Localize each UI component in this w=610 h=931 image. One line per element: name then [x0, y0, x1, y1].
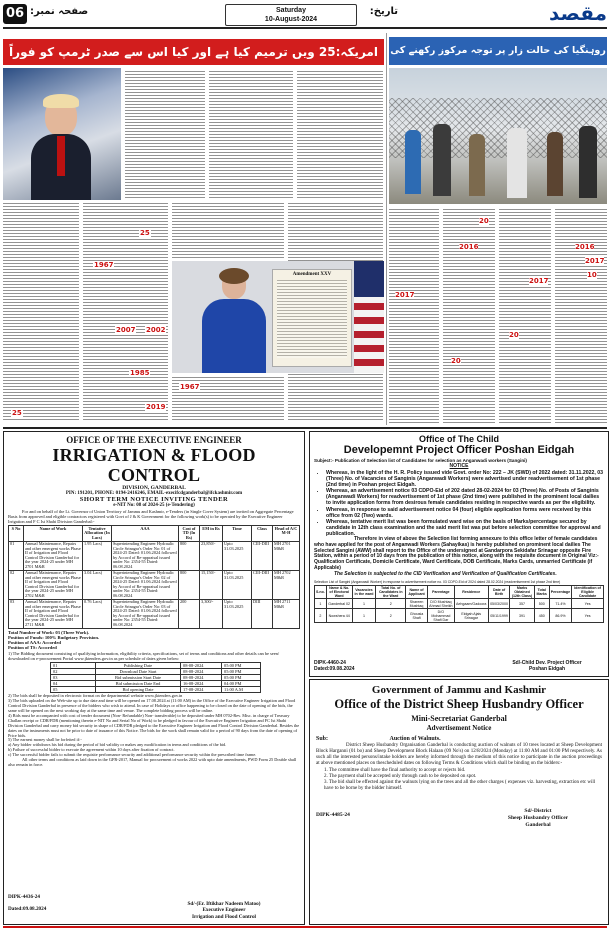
irr-notice-title: SHORT TERM NOTICE INVITING TENDER: [79, 496, 229, 503]
sheep-footer-left: DIPK-4485-24: [316, 812, 350, 818]
irr-meta-line: Position of TS: Accorded: [8, 645, 57, 651]
date-value: 10-August-2024: [264, 16, 318, 23]
irr-note: All other terms and conditions as laid down in the GFR-2017, Manual for procurement of works 2022 with upto date amendments, PWD Form 25 Double shall also remain in force.: [8, 757, 297, 767]
irr-note: 5) The earnest money shall be forfeited if:-: [8, 737, 82, 743]
highlight-num: 2016: [459, 243, 479, 251]
irr-contact: PIN: 191201, PHONE: 0194-2416246, EMAIL-execifcdganderbal@ifckashmir.com: [65, 491, 243, 496]
child-signature: [492, 660, 602, 672]
irr-cell-work: Annual Maintenance, Repairs and other emergent works Phase II of Irrigation and Flood Control Division Ganderbal for the year 2024-25 under MH 2701 M&R: [25, 541, 81, 569]
child-cell: 71.4%: [549, 599, 571, 609]
irr-cell-sno: 02: [9, 570, 24, 599]
irr-col-alloc: Tentative Allocation (In Lacs): [84, 525, 110, 540]
irr-cell-cost: 800: [179, 541, 200, 570]
child-office: Office of The Child: [419, 434, 499, 444]
child-bullet: • Whereas, an advertisement notice 03 CDPO-Eid of 202 dated 28-02-2024 for 03 (Three) No. of Posts of Sanginis (Anganwadi Workers) for readvertisement of 1st phase (2nd time) were published in the prominent local dailies to invite application forms from desirous female candidates residing in respective wards as per the eligibility.: [326, 488, 604, 506]
irr-col-sno: S No: [9, 526, 24, 542]
article-right-col2: [443, 209, 495, 423]
sched-no: 03: [51, 675, 96, 681]
irr-dipk: DIPK-4436-24: [8, 894, 40, 900]
irr-signature: [164, 901, 284, 920]
child-footer-date: Dated:09.08.2024: [314, 666, 355, 672]
child-cell: 1: [315, 599, 327, 609]
child-para2: The Selection is subjected to the CID Verification and Verification of Qualification Certificates.: [334, 570, 557, 577]
sheep-signature: [478, 808, 598, 829]
sheep-title: Office of the District Sheep Husbandry Officer: [334, 697, 584, 711]
irr-col-cost: Cost of TD (In Rs): [179, 526, 200, 542]
sched-time: 05:00 PM: [222, 663, 261, 669]
highlight-num: 20: [451, 357, 461, 365]
irr-note: c) The successful bidder fails to submit the requisite performance security and additional performance security within the prescribed time frame.: [8, 752, 257, 758]
irr-footer-left: [8, 894, 46, 912]
sheep-term: 1. The committee shall have the final authority to accept or rejects bid.: [324, 768, 466, 773]
article-left-col6: [172, 203, 284, 258]
highlight-num: 2017: [585, 257, 605, 265]
irr-cell-aaa: Superintending Engineer Hydraulic Circle Srinagar's Order No: 03 of 2024-25 Dated: 01.06.2024 followed by Accord of Re-appraisal issued under No: 2354-55 Dated: 06.08.2024: [113, 599, 177, 627]
irr-nit: e-NIT No: 08 of 2024-25 (e-Tendering): [113, 503, 195, 508]
child-dipk: DIPK-4460-24: [314, 660, 346, 666]
child-col: Name of Applicant: [406, 585, 428, 599]
sched-event: Bid opening Date: [96, 687, 181, 693]
irr-note: 2) The bids shall be deposited in electronic format on the departmental website www.jktenders.gov.in: [8, 693, 183, 699]
irr-schedule-table: [50, 662, 261, 693]
irr-col-work: Name of Work: [24, 526, 83, 542]
sheep-subject-line: [316, 736, 602, 742]
date-label: تاریخ:: [369, 6, 398, 17]
table-row: [315, 609, 604, 623]
irr-cell-class: CIII-DIII: [252, 570, 273, 599]
sheep-sign-name: Sd/-District: [524, 808, 552, 814]
child-cell: 450: [534, 609, 549, 623]
child-col: Identification of Eligible Candidate: [572, 585, 604, 599]
sheep-sign-title1: Sheep Husbandry Officer: [507, 815, 569, 821]
highlight-num: 25: [12, 409, 22, 417]
irr-cell-head: MH 2702 M&R: [273, 570, 300, 599]
page-number-badge: 06: [3, 4, 27, 24]
irr-cell-cost: 800: [179, 570, 200, 599]
child-notice: NOTICE: [449, 463, 469, 469]
date-day: Saturday: [276, 7, 306, 14]
article-left: [3, 31, 384, 425]
child-bullet: • Whereas, in the light of the H. R. Policy issued vide Govt. order No: 222 – JK (SWD) of 2022 dated: 31.11.2022, 03 (Three) No. of Vacancies of Sanginis (Anganwadi Workers) were advertised under readvertisement of 1st phase (2nd time) in Poshan project Eidgah.: [326, 470, 604, 488]
child-bullet: • Whereas, in response to said advertisement notice 04 (four) eligible application forms were received by this office from 02 (Two) wards.: [326, 507, 604, 519]
irr-table-header: [9, 526, 300, 542]
sheep-sign-title2: Ganderbal: [525, 822, 551, 828]
child-cell: 1: [352, 599, 376, 609]
child-col: Residence: [454, 585, 488, 599]
irr-tender-table: [8, 525, 300, 629]
article-left-title: امریکہ:25 ویں ترمیم کیا ہے اور کیا اس سے صدر ٹرمپ کو فوراً جا: [3, 39, 384, 65]
amendment-heading: Amendment XXV: [292, 272, 332, 277]
sched-date: 08-08-2024: [181, 669, 222, 675]
sheep-subject-label: Sub:: [316, 736, 329, 742]
irr-col-class: Class: [252, 526, 273, 542]
sched-no: 05: [51, 687, 96, 693]
irr-meta-line: Position of Funds: 100% Budgetary Provision.: [8, 634, 100, 640]
irr-division: DIVISION, GANDERBAL: [122, 485, 186, 491]
sheep-sub1: Mini-Secretariat Ganderbal: [411, 714, 507, 723]
person-5: [547, 132, 563, 196]
irr-cell-time: Upto 31.03.2025: [223, 599, 252, 628]
masthead-rule: [3, 27, 607, 29]
child-cell: Shareen Mushtaq: [406, 599, 428, 609]
highlight-num: 20: [479, 217, 489, 225]
article-left-col3: [297, 71, 383, 199]
sched-no: 02: [51, 669, 96, 675]
irr-footer-date: Dated:09.08.2024: [8, 906, 47, 912]
child-cell: Ghousia Shafi: [406, 609, 428, 623]
table-row: [51, 687, 261, 693]
sched-date: 17-08-2024: [181, 687, 222, 693]
child-cell: 05/11/1999: [488, 609, 510, 623]
sched-date: 08-08-2024: [181, 675, 222, 681]
trump-figure: [31, 98, 91, 200]
child-cell: Ganderbal 02: [326, 599, 352, 609]
article-right-col3: [499, 209, 551, 423]
child-cell: 500: [534, 599, 549, 609]
irr-cell-class: CIII-DIII: [252, 541, 273, 570]
irr-schedule-wrap: [50, 662, 304, 693]
irr-title: IRRIGATION & FLOOD CONTROL: [52, 445, 256, 485]
child-col: Date of Birth: [488, 585, 510, 599]
irr-cell-work: Annual Maintenance, Repairs and other emergent works Phase II of Irrigation and Flood Control Division Ganderbal for the year 2024-25 under MH 2711 M&R: [25, 599, 81, 627]
highlight-num: 10: [587, 271, 597, 279]
irr-cell-sno: 01: [9, 541, 24, 570]
highlight-num: 2017: [529, 277, 549, 285]
child-table-wrap: [314, 585, 604, 623]
child-cell: Aehgaam/Gadoora: [454, 599, 488, 609]
sched-time: 05:00 PM: [222, 675, 261, 681]
irr-note: b) Failure of successful bidder to execute the agreement within 10 days after fixation of contract.: [8, 747, 175, 753]
child-para: Therefore in view of above the Selection list forming annexure to this office letter of female candidates who have applied for the post of Anganwadi Workers (Sahayikas) is hereby published on prominent local dailies The Selected Sangini (AWW) shall report to the Office of the undersigned at Gandarpora Sekidafar Srinagar opposite Fire Station, within a period of 10 days from the publication of this notice, along with the requisite document in Original Viz:- Qualification Certificate, Domicile Certificate, Ward Certificate, DOB Certificate, Marks Cards, unmarried Certificate (if Applicable): [314, 536, 599, 572]
article-left-col4: [3, 203, 79, 421]
person-4: [507, 128, 527, 198]
section-rule: [3, 427, 607, 429]
child-table-header: [315, 585, 604, 599]
irr-table-wrap: [8, 525, 300, 629]
irr-cell-aaa: Superintending Engineer Hydraulic Circle Srinagar's Order No: 01 of 2024-25 Dated: 01.06.2024 followed by Accord of Re-appraisal issued under No: 2354-55 Dated: 06.08.2024: [113, 541, 177, 569]
sched-event: Bid submission Date End: [96, 681, 181, 687]
child-col: Marks Obtained (12th Class): [511, 586, 533, 598]
highlight-num: 2016: [575, 243, 595, 251]
child-bullet: • Whereas, tentative merit list was been formulated ward wise on the basis of Marks/percentage secured by candidate in 12th class examination and the said merit list was put before selection committee for approval and publication.: [326, 519, 604, 537]
irr-cell-work: Annual Maintenance, Repairs and other emergent works Phase II of Irrigation and Flood Control Division Ganderbal for the year 2024-25 under MH 2702 M&R: [25, 570, 81, 598]
highlight-num: 20: [509, 331, 519, 339]
ad-irrigation: [3, 431, 305, 925]
irr-note1: 1) The Bidding document consisting of qualifying information, eligibility criteria, specifications, set of terms and conditions and other details can be seen/ downloaded on e-procurement Portal www.jktenders.gov.in as per schedule of dates given below:: [8, 651, 280, 662]
irr-col-em: EM in Rs: [200, 526, 223, 542]
irr-meta-line: Position of AAA: Accorded: [8, 639, 61, 645]
sheep-term: 3. The bid shall be effected against the walnuts lying on the trees and all the other charges ( expenses viz. harvesting, extraction etc will have to be borne by the bidder himself.: [324, 780, 596, 791]
trump-photo: [3, 68, 121, 200]
child-bullets: [326, 470, 604, 537]
irr-cell-alloc: 3.04 Lacs): [83, 570, 112, 599]
table-row: [9, 570, 300, 599]
flag-canton: [354, 261, 384, 297]
article-right-col4: [555, 209, 607, 423]
ad-sheep-husbandry: [309, 679, 609, 925]
highlight-num: 2007: [116, 326, 136, 334]
irr-cell-class: DIII: [252, 599, 273, 628]
sheep-sub2: Advertisement Notice: [426, 724, 492, 732]
child-cell: D/O Mohammad Shafi Dar: [428, 609, 455, 623]
irr-cell-head: MH 2711 M&R: [273, 599, 300, 628]
child-table-caption: Selection List of Sangini (Anganwadi Worker) in response to advertisement notice no. 03 CDPO-Eid of 2024 dated 28.02.2024 (readvertisement 1st phase 2nd time): [314, 579, 561, 584]
irr-intro: For and on behalf of the Lt. Governor of Union Territory of Jammu and Kashmir, e-Tenders (in Single Cover System) are invited on Aggregate Percentage Basis from approved and eligible contractors registered with Govt of J & K Government for the following work(s) to be operated by the Executive Engineer Irrigation and F C Ist Shahi Division Ganderbal:-: [8, 509, 294, 524]
sheep-body: District Sheep Husbandry Organisation Ganderbal is conducting auction of walnuts of 10 trees located at Sheep Development Block Harganni (01 bo) and Sheep Development Block Halaan (09 No's) on 12/8/2024 (Monday) at 11:00 AM and 01:00 PM respectively. As such all the interested persons/intake holders are hereby informed through the medium of this notice to participate in the auction proceedings at above mentioned places on thescheduled dates on following Terms & Conditions which shall be binding on the bidders:-: [316, 743, 602, 766]
amendment-text: [277, 280, 347, 358]
child-cell: 05/03/2000: [488, 599, 510, 609]
sched-date: 16-08-2024: [181, 681, 222, 687]
child-cell: 2: [315, 609, 327, 623]
irr-col-head: Head of A/C M-H: [273, 526, 300, 542]
irr-cell-time: Upto 31.03.2025: [223, 541, 252, 570]
table-row: [315, 599, 604, 609]
irr-col-aaa: AAA: [112, 526, 179, 542]
date-box: [225, 4, 357, 26]
masthead-bar: [3, 1, 607, 26]
child-footer-left: [314, 660, 355, 672]
highlight-num: 1967: [94, 261, 114, 269]
highlight-num: 25: [140, 229, 150, 237]
child-cell: 2: [376, 609, 406, 623]
sched-event: Bid submission Start Date: [96, 675, 181, 681]
irr-cell-head: MH 2701 M&R: [273, 541, 300, 570]
article-left-col5: [83, 203, 168, 421]
irr-sign-name: Sd/-(Er. Iftikhar Nadeem Matoo): [187, 900, 261, 907]
amendment-photo: [172, 261, 384, 373]
person-1: [405, 130, 421, 194]
child-cell: 86.9%: [549, 609, 571, 623]
sched-time: 04:00 PM: [222, 681, 261, 687]
child-col: Percentage: [549, 585, 571, 599]
ad-child-development: [309, 431, 609, 677]
irr-cell-cost: 200: [179, 599, 200, 628]
sheep-term: 2. The payment shall be accepted only through cash to be deposited on spot.: [324, 774, 477, 779]
child-sign-name: Sd/-Child Dev. Project Officer: [512, 660, 582, 666]
speaker-figure: [202, 271, 266, 373]
child-col: Parentage: [428, 585, 455, 599]
child-col: Name & No. of Electoral Ward: [326, 585, 352, 599]
highlight-num: 1985: [130, 369, 150, 377]
irr-cell-alloc: 0.76 Lacs): [83, 599, 112, 628]
irr-cell-time: Upto 31.03.2025: [223, 570, 252, 599]
irr-cell-em: 23,850/-: [200, 541, 223, 570]
sched-time: 05:00 PM: [222, 669, 261, 675]
child-cell: Eidgah Ajais Srinagar: [454, 609, 488, 623]
amendment-board: [272, 269, 352, 367]
table-row: [9, 599, 300, 628]
child-title: Developemnt Project Officer Poshan Eidgah: [343, 444, 575, 456]
sched-time: 11:00 A.M: [222, 687, 261, 693]
article-right-col1: [389, 209, 439, 423]
article-left-col1: [125, 71, 205, 199]
child-cell: Yes: [572, 599, 604, 609]
highlight-num: 2002: [146, 326, 166, 334]
irr-cell-aaa: Superintending Engineer Hydraulic Circle Srinagar's Order No: 02 of 2024-25 Dated: 01.06.2024 followed by Accord of Re-appraisal issued under No: 2354-55 Dated: 06.08.2024: [113, 570, 177, 598]
page-bottom-rule: [3, 926, 607, 928]
person-2: [433, 124, 451, 196]
child-col: Total No. of Candidates in the Ward: [376, 585, 406, 599]
irr-cell-em: 15,150/-: [200, 570, 223, 599]
child-col: Total Marks: [534, 585, 549, 599]
sheep-subject: Auction of Walnuts.: [389, 736, 441, 742]
child-col: Vacancies in the ward: [352, 585, 376, 599]
child-cell: D/O Mushtaq Ahmad Sheikh: [429, 599, 453, 608]
irr-notes: [8, 694, 300, 768]
child-cell: 2: [376, 599, 406, 609]
irr-sign-title2: Irrigation and Flood Control: [191, 913, 257, 920]
child-col: S.no.: [315, 585, 327, 599]
irr-col-time: Time: [223, 526, 252, 542]
rohingya-photo: [389, 68, 607, 204]
child-cell: Nowshera 44: [326, 609, 352, 623]
irr-sign-title1: Executive Engineer: [202, 907, 246, 914]
child-cell: 1: [352, 609, 376, 623]
person-3: [469, 134, 485, 196]
fence: [389, 98, 607, 158]
highlight-num: 2017: [395, 291, 415, 299]
irr-cell-alloc: 1.95 Lacs): [83, 541, 112, 570]
irr-note: 4) Bids must be accompanied with cost of tender document (Non- Refundable) Non- transferable) to be deposited under MH 0702-Rev. Misc. in charge of Treasury Challan receipt or CDR/FDR (mentioning therein e-NIT No and Serial No of Work) to be pledged in favour of the Executive Engineer Irrigation and FC Ist Shahi Division Ganderbal and carry money bid security in shape of CDR/FDR pledged to the Executive Engineer Irrigation and Flood Control Division Ganderbal. Besides the dates on the instruments must not be prior to date of issuance of this Notice. The bids for the work shall remain valid for a period of 90 days from the date of opening of Price bids.: [8, 712, 300, 738]
table-row: [9, 541, 300, 570]
article-left-col2: [209, 71, 293, 199]
child-cell: 357: [510, 599, 534, 609]
sched-event: Publishing Date: [96, 663, 181, 669]
child-subject: Subject:- Publication of Selection list of Candidates for selection as Anganwadi workers (Sangini): [314, 458, 527, 463]
child-sign-title: Poshan Eidgah: [528, 666, 566, 672]
irr-office: OFFICE OF THE EXECUTIVE ENGINEER: [66, 435, 242, 445]
article-right-title: روہنگیا کی حالت زار پر توجہ مرکوز رکھنے کی: [389, 37, 607, 65]
page-number-label: صفحہ نمبر:: [30, 6, 89, 17]
irr-cell-em: 3,300/-: [200, 599, 223, 628]
person-6: [579, 126, 597, 198]
sheep-govt: Government of Jammu and Kashmir: [371, 684, 547, 696]
child-selection-table: [314, 585, 604, 623]
masthead-logo: مقصد: [548, 1, 607, 25]
irr-cell-sno: 03: [9, 599, 24, 628]
child-cell: 391: [510, 609, 534, 623]
article-right: [389, 31, 607, 425]
highlight-num: 2019: [146, 403, 166, 411]
sched-no: 04: [51, 681, 96, 687]
sched-no: 01: [51, 663, 96, 669]
sheep-terms: [324, 768, 602, 792]
irr-note: a) Any bidder withdraws his bid during the period of bid validity or makes any modification in terms and conditions of the bid.: [8, 742, 227, 748]
irr-meta-line: Total Number of Work: 03 (Three Work).: [8, 629, 90, 635]
sched-date: 08-08-2024: [181, 663, 222, 669]
article-divider: [386, 33, 387, 425]
sched-event: Download Date Start: [96, 669, 181, 675]
irr-meta: [8, 630, 300, 651]
highlight-num: 1967: [180, 383, 200, 391]
irr-note: 3) The bids uploaded on the Web-site up to due date and time will be opened on 17.08.2024 at (11:00 AM) in the Office of the Executive Engineer Irrigation and Flood Control Division Ganderbal in presence of the bidders who wish to attend. In case of Holidays or office happening to be closed on the date of opening of the bids, the same will be opened on the next working day at the same time and venue. The complete bidding process will be online.: [8, 698, 296, 714]
child-cell: Yes: [572, 609, 604, 623]
